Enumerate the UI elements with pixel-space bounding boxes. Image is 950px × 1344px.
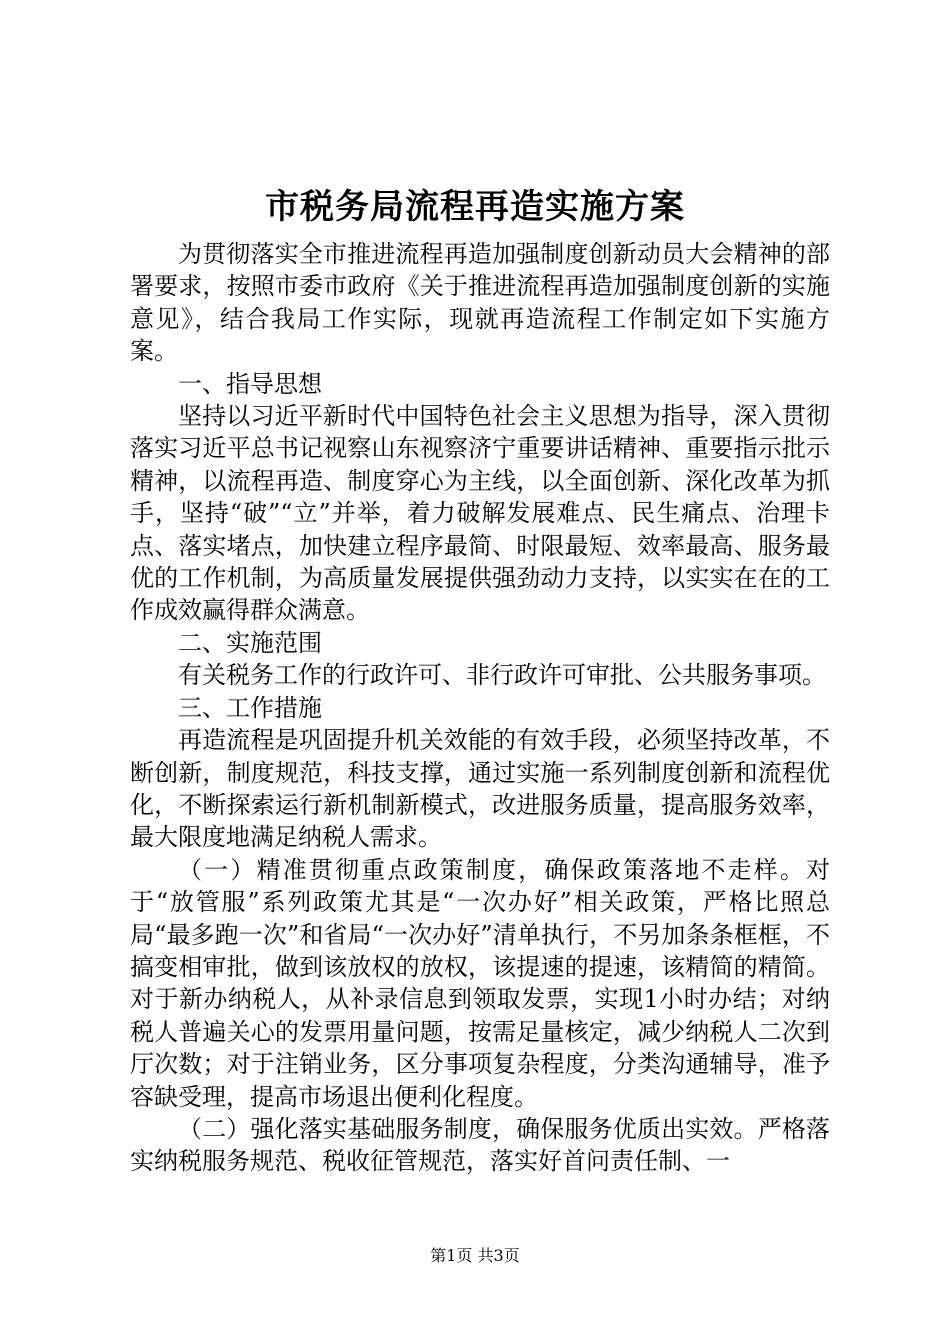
paragraph-measure-2: （二）强化落实基础服务制度，确保服务优质出实效。严格落实纳税服务规范、税收征管规范，落实好首问责任制、一 [130, 1114, 830, 1176]
document-title: 市税务局流程再造实施方案 [265, 187, 685, 227]
section-heading-measures: 三、工作措施 [178, 693, 322, 722]
paragraph-scope: 有关税务工作的行政许可、非行政许可审批、公共服务事项。 [178, 661, 826, 690]
section-heading-guiding-ideology: 一、指导思想 [178, 369, 322, 398]
section-heading-scope: 二、实施范围 [178, 628, 322, 657]
page-footer: 第1页 共3页 [430, 1246, 520, 1265]
paragraph-intro: 为贯彻落实全市推进流程再造加强制度创新动员大会精神的部署要求，按照市委市政府《关于推进流程再造加强制度创新的实施意见》，结合我局工作实际，现就再造流程工作制定如下实施方案。 [130, 240, 830, 366]
document-body [130, 238, 830, 1178]
paragraph-measure-1: （一）精准贯彻重点政策制度，确保政策落地不走样。对于“放管服”系列政策尤其是“一次办好”相关政策，严格比照总局“最多跑一次”和省局“一次办好”清单执行，不另加条条框框，不搞变相审批，做到该放权的放权，该提速的提速，该精简的精简。对于新办纳税人，从补录信息到领取发票，实现1小时办结；对纳税人普遍关心的发票用量问题，按需足量核定，减少纳税人二次到厅次数；对于注销业务，区分事项复杂程度，分类沟通辅导，准予容缺受理，提高市场退出便利化程度。 [130, 855, 830, 1111]
paragraph-guiding-ideology: 坚持以习近平新时代中国特色社会主义思想为指导，深入贯彻落实习近平总书记视察山东视察济宁重要讲话精神、重要指示批示精神，以流程再造、制度穿心为主线，以全面创新、深化改革为抓手，坚持“破”“立”并举，着力破解发展难点、民生痛点、治理卡点、落实堵点，加快建立程序最简、时限最短、效率最高、服务最优的工作机制，为高质量发展提供强劲动力支持，以实实在在的工作成效赢得群众满意。 [130, 402, 830, 625]
paragraph-measures: 再造流程是巩固提升机关效能的有效手段，必须坚持改革，不断创新，制度规范，科技支撑，通过实施一系列制度创新和流程优化，不断探索运行新机制新模式，改进服务质量，提高服务效率，最大限度地满足纳税人需求。 [130, 726, 830, 852]
